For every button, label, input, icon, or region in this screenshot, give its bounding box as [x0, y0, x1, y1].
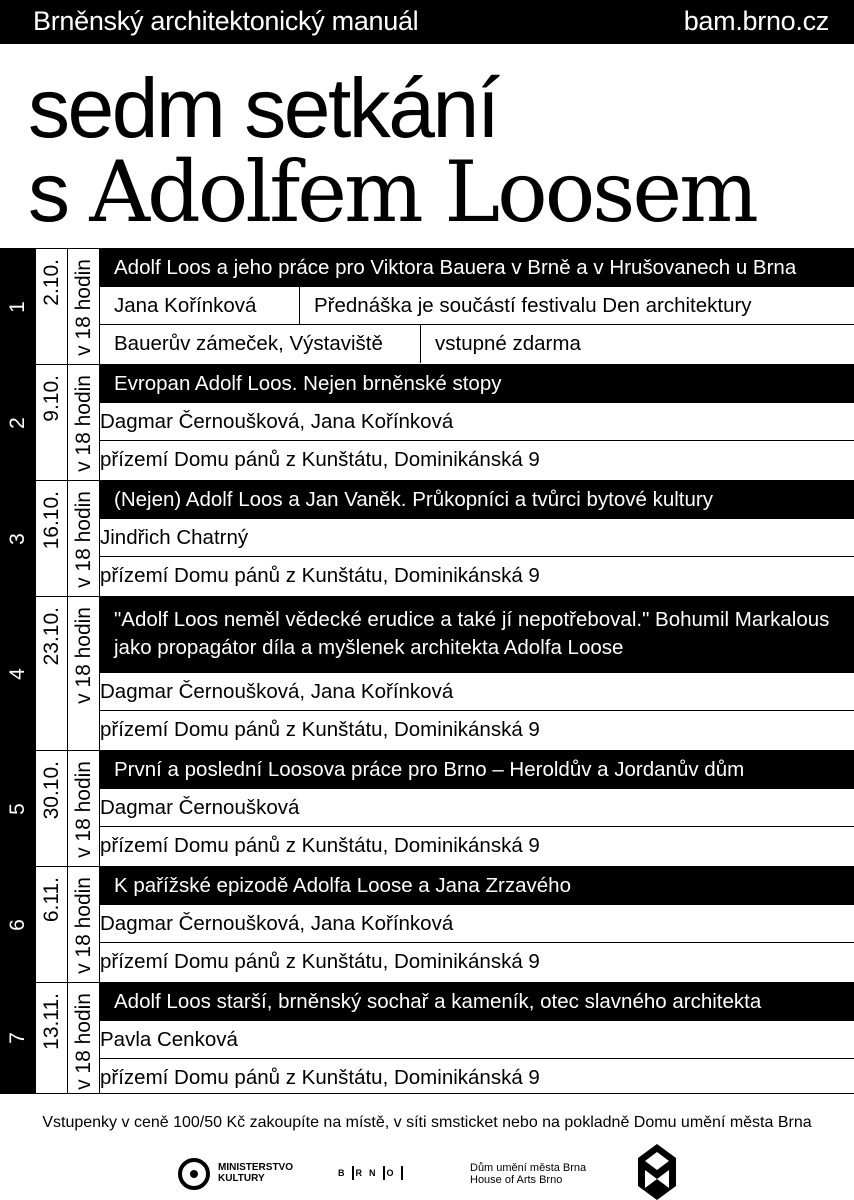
event-number: 7	[0, 983, 36, 1093]
event-note: Přednáška je součástí festivalu Den architektury	[314, 294, 752, 317]
partner-logos: MINISTERSTVO KULTURY B R N O Dům umění města Brna House of Arts Brno	[0, 1140, 854, 1200]
event-time: v 18 hodin	[68, 597, 100, 750]
event-title: Adolf Loos a jeho práce pro Viktora Bauera v Brně a v Hrušovanech u Brna	[100, 249, 854, 287]
brno-bar-icon	[383, 1166, 385, 1180]
event-title: K pařížské epizodě Adolfa Loose a Jana Zrzavého	[100, 867, 854, 905]
event-date: 13.11.	[36, 983, 68, 1093]
event-venue-row	[100, 325, 854, 363]
event-venue: přízemí Domu pánů z Kunštátu, Dominikánská 9	[100, 718, 540, 741]
event-time: v 18 hodin	[68, 365, 100, 480]
event-speaker: Dagmar Černoušková, Jana Kořínková	[100, 403, 854, 441]
event-title: Adolf Loos starší, brněnský sochař a kameník, otec slavného architekta	[100, 983, 854, 1021]
title-main: Adolfem Loosem	[89, 143, 756, 241]
poster-title-line2	[28, 143, 756, 241]
event-title: (Nejen) Adolf Loos a Jan Vaněk. Průkopníci a tvůrci bytové kultury	[100, 481, 854, 519]
house-of-arts-logo: Dům umění města Brna House of Arts Brno	[470, 1162, 587, 1186]
event-date: 6.11.	[36, 867, 68, 982]
event-time: v 18 hodin	[68, 983, 100, 1093]
event-number: 3	[0, 481, 36, 596]
brno-bar-icon	[401, 1166, 403, 1180]
event-date: 16.10.	[36, 481, 68, 596]
event-venue: přízemí Domu pánů z Kunštátu, Dominikánská 9	[100, 564, 540, 587]
ministry-circle-icon	[178, 1158, 210, 1190]
lecture-schedule	[0, 248, 854, 1094]
event-date: 30.10.	[36, 751, 68, 866]
event-date: 2.10.	[36, 249, 68, 364]
event-number: 4	[0, 597, 36, 750]
event-5	[0, 750, 854, 866]
event-venue: přízemí Domu pánů z Kunštátu, Dominikánská 9	[100, 448, 540, 471]
event-date: 9.10.	[36, 365, 68, 480]
event-4	[0, 596, 854, 750]
event-speaker-row	[100, 287, 854, 325]
event-speaker: Dagmar Černoušková	[100, 789, 854, 827]
event-number: 2	[0, 365, 36, 480]
event-venue: Bauerův zámeček, Výstaviště	[100, 325, 421, 363]
event-speaker: Jindřich Chatrný	[100, 519, 854, 557]
event-number: 1	[0, 249, 36, 364]
brno-bar-icon	[352, 1166, 354, 1180]
event-title: První a poslední Loosova práce pro Brno – Heroldův a Jordanův dům	[100, 751, 854, 789]
website-link[interactable]: bam.brno.cz	[683, 6, 829, 36]
event-title: Evropan Adolf Loos. Nejen brněnské stopy	[100, 365, 854, 403]
organization-name: Brněnský architektonický manuál	[33, 6, 419, 36]
event-venue: přízemí Domu pánů z Kunštátu, Dominikánská 9	[100, 834, 540, 857]
event-title: "Adolf Loos neměl vědecké erudice a také jí nepotřeboval." Bohumil Markalous jako propagátor díla a myšlenek architekta Adolfa Loose	[100, 597, 854, 673]
event-venue: přízemí Domu pánů z Kunštátu, Dominikánská 9	[100, 950, 540, 973]
bam-emblem-icon	[638, 1144, 676, 1200]
event-time: v 18 hodin	[68, 751, 100, 866]
event-speaker: Pavla Cenková	[100, 1021, 854, 1059]
event-time: v 18 hodin	[68, 867, 100, 982]
event-time: v 18 hodin	[68, 481, 100, 596]
event-time: v 18 hodin	[68, 249, 100, 364]
event-entry: vstupné zdarma	[435, 332, 581, 355]
event-speaker: Dagmar Černoušková, Jana Kořínková	[100, 905, 854, 943]
ticket-info: Vstupenky v ceně 100/50 Kč zakoupíte na místě, v síti smsticket nebo na pokladně Domu umění města Brna	[42, 1114, 812, 1131]
event-1	[0, 248, 854, 364]
event-2	[0, 364, 854, 480]
event-3	[0, 480, 854, 596]
brno-city-logo: B R N O	[338, 1166, 403, 1180]
poster-title-line1: sedm setkání	[28, 61, 498, 155]
event-number: 5	[0, 751, 36, 866]
event-6	[0, 866, 854, 982]
event-date: 23.10.	[36, 597, 68, 750]
header-bar	[0, 0, 854, 44]
event-7	[0, 982, 854, 1094]
title-prefix: s	[28, 145, 68, 239]
event-venue: přízemí Domu pánů z Kunštátu, Dominikánská 9	[100, 1066, 540, 1089]
event-speaker: Dagmar Černoušková, Jana Kořínková	[100, 673, 854, 711]
event-number: 6	[0, 867, 36, 982]
event-speaker: Jana Kořínková	[100, 287, 300, 324]
